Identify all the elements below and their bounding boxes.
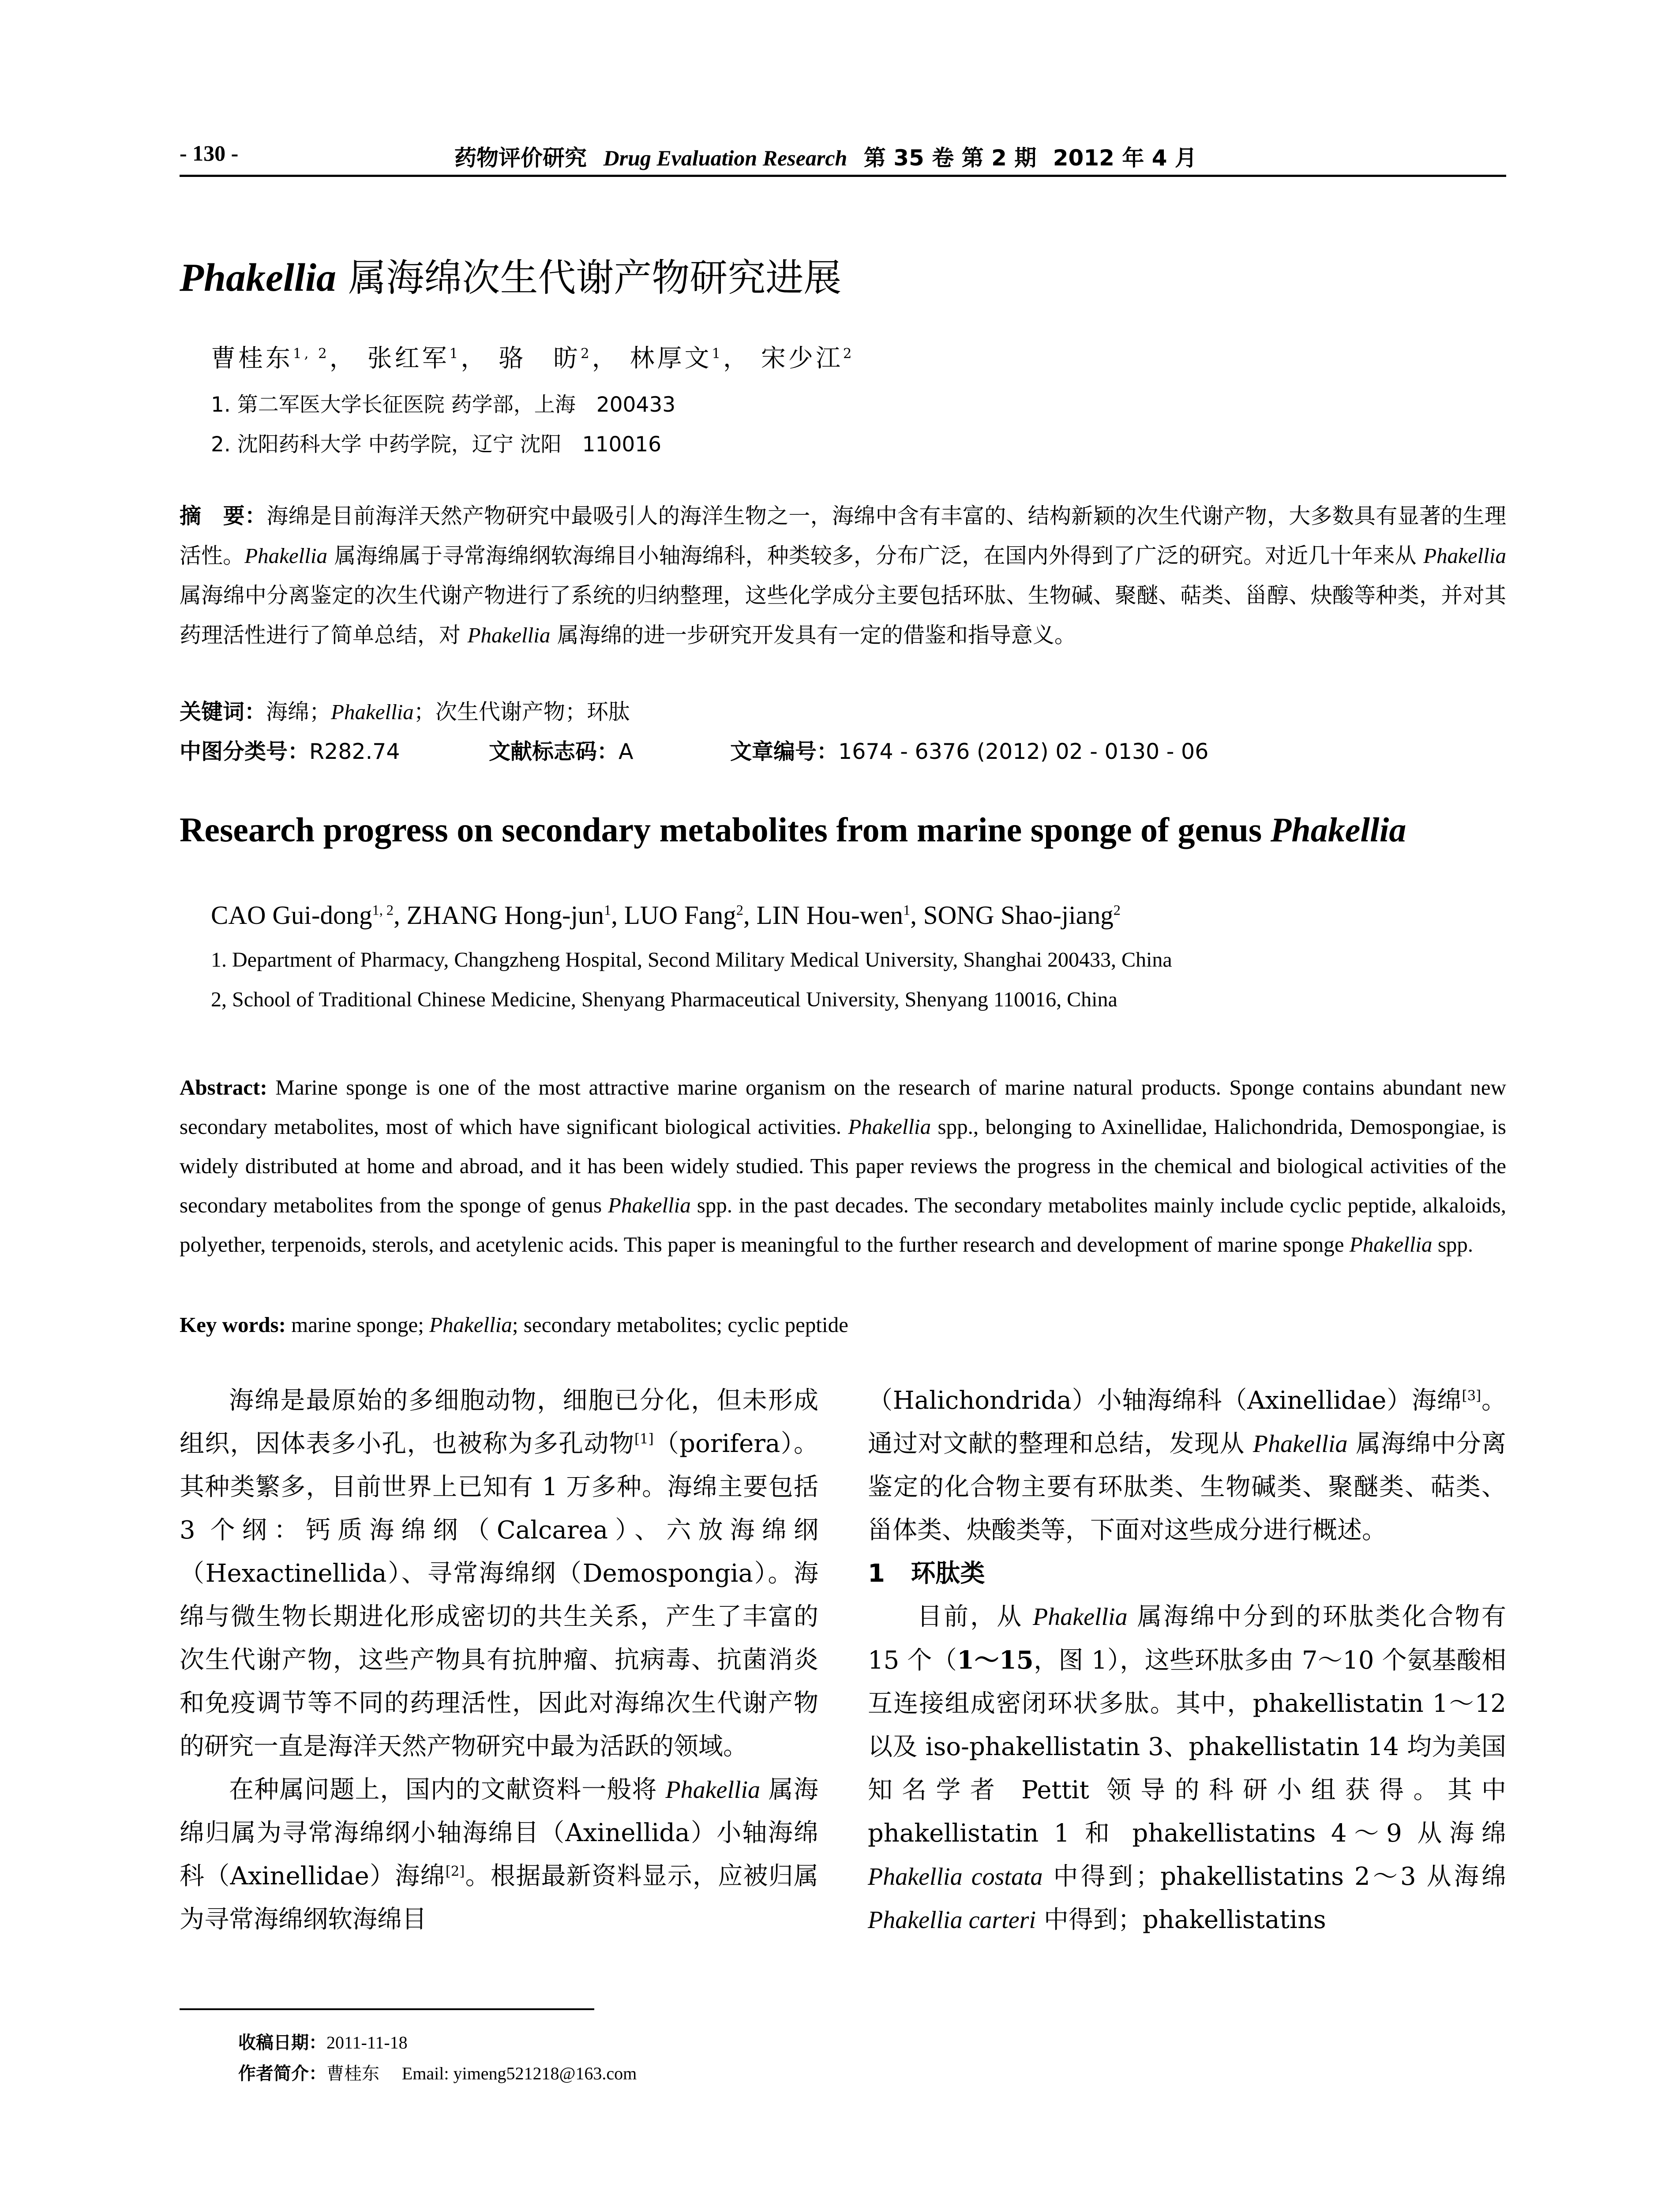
body-paragraph: 海绵是最原始的多细胞动物，细胞已分化，但未形成组织，因体表多小孔，也被称为多孔动物[1]（porifera）。其种类繁多，目前世界上已知有 1 万多种。海绵主要包括 3 个纲：钙质海绵纲（Calcarea）、六放海绵纲（Hexactinellida）、寻常海绵纲（Demospongia）。海绵与微生物长期进化形成密切的共生关系，产生了丰富的次生代谢产物，这些产物具有抗肿瘤、抗病毒、抗菌消炎和免疫调节等不同的药理活性，因此对海绵次生代谢产物的研究一直是海洋天然产物研究中最为活跃的领域。	[180, 1386, 819, 1761]
journal-name-cn: 药物评价研究	[454, 145, 587, 171]
abstract-en: Abstract: Marine sponge is one of the most attractive marine organism on the research of marine natural products. Sponge contains abundant new secondary metabolites, most of which have significant biological activities. Phakellia spp., belonging to Axinellidae, Halichondrida, Demospongiae, is widely distributed at home and abroad, and it has been widely studied. This paper reviews the progress in the chemical and biological activities of the secondary metabolites from the sponge of genus Phakellia spp. in the past decades. The secondary metabolites mainly include cyclic peptide, alkaloids, polyether, terpenoids, sterols, and acetylenic acids. This paper is meaningful to the further research and development of marine sponge Phakellia spp.	[180, 1075, 1506, 1257]
body-paragraph: 在种属问题上，国内的文献资料一般将 Phakellia 属海绵归属为寻常海绵纲小轴海绵目（Axinellida）小轴海绵科（Axinellidae）海绵[2]。根据最新资料显示，应被归属为寻常海绵纲软海绵目	[180, 1775, 819, 1934]
author-en: CAO Gui-dong$^{1, 2}$	[211, 900, 394, 930]
body-left-column	[180, 1379, 818, 1941]
author-en: LUO Fang$^2$	[624, 900, 743, 930]
title-cn-genus: Phakellia	[180, 256, 336, 300]
author-cn: 林厚文$^1$	[630, 344, 724, 373]
author-cn: 宋少江$^2$	[761, 344, 855, 373]
abstract-cn: 摘 要：海绵是目前海洋天然产物研究中最吸引人的海洋生物之一，海绵中含有丰富的、结构新颖的次生代谢产物，大多数具有显著的生理活性。Phakellia 属海绵属于寻常海绵纲软海绵目小轴海绵科，种类较多，分布广泛，在国内外得到了广泛的研究。对近几十年来从 Phakellia 属海绵中分离鉴定的次生代谢产物进行了系统的归纳整理，这些化学成分主要包括环肽、生物碱、聚醚、萜类、甾醇、炔酸等种类，并对其药理活性进行了简单总结，对 Phakellia 属海绵的进一步研究开发具有一定的借鉴和指导意义。	[180, 503, 1506, 648]
abstract-en-label: Abstract:	[180, 1075, 267, 1099]
title-en: Research progress on secondary metabolites from marine sponge of genus Phakellia	[180, 810, 1406, 849]
title-cn	[180, 247, 841, 302]
journal-name-en: Drug Evaluation Research	[603, 146, 848, 170]
affiliation-cn-1: 1. 第二军医大学长征医院 药学部，上海 200433	[211, 393, 676, 417]
body-paragraph: 目前，从 Phakellia 属海绵中分到的环肽类化合物有 15 个（1～15，图 1），这些环肽多由 7～10 个氨基酸相互连接组成密闭环状多肽。其中，phakellistatin 1～12 以及 iso-phakellistatin 3、phakellistatin 14 均为美国知名学者 Pettit 领导的科研小组获得。其中 phakellistatin 1 和 phakellistatins 4～9 从海绵 Phakellia costata 中得到；phakellistatins 2～3 从海绵 Phakellia carteri 中得到；phakellistatins	[868, 1602, 1507, 1934]
abstract-cn-label: 摘 要：	[180, 503, 267, 529]
author-cn: 曹桂东$^{1, 2}$	[211, 344, 330, 373]
affiliation-cn-2: 2. 沈阳药科大学 中药学院，辽宁 沈阳 110016	[211, 432, 662, 457]
keywords-cn: 关键词：海绵；Phakellia；次生代谢产物；环肽	[180, 699, 630, 724]
page-number: - 130 -	[180, 141, 239, 165]
authors-en: CAO Gui-dong$^{1, 2}$, ZHANG Hong-jun$^1$, LUO Fang$^2$, LIN Hou-wen$^1$, SONG Shao-jiang$^2$	[211, 900, 1121, 930]
author-email: Email: yimeng521218@163.com	[401, 2063, 637, 2083]
author-en: ZHANG Hong-jun$^1$	[406, 900, 611, 930]
footnote-received: 收稿日期：2011-11-18	[238, 2033, 408, 2053]
section-heading: 1 环肽类	[868, 1559, 985, 1588]
body-right-column	[868, 1379, 1506, 1942]
header-rule	[180, 175, 1506, 177]
affiliation-en-1: 1. Department of Pharmacy, Changzheng Hospital, Second Military Medical University, Shanghai 200433, China	[211, 948, 1172, 972]
title-cn-rest: 属海绵次生代谢产物研究进展	[336, 256, 842, 300]
affiliation-en-2: 2, School of Traditional Chinese Medicine, Shenyang Pharmaceutical University, Shenyang 110016, China	[211, 988, 1118, 1011]
author-en: LIN Hou-wen$^1$	[756, 900, 911, 930]
footnote-rule	[180, 2008, 594, 2010]
journal-header	[454, 140, 1197, 172]
classification-doc: 文献标志码：A	[489, 739, 634, 764]
keywords-en: Key words: marine sponge; Phakellia; secondary metabolites; cyclic peptide	[180, 1313, 848, 1337]
author-cn: 张红军$^1$	[367, 344, 461, 373]
journal-issue: 第 35 卷 第 2 期	[863, 145, 1037, 171]
body-paragraph: （Halichondrida）小轴海绵科（Axinellidae）海绵[3]。通过对文献的整理和总结，发现从 Phakellia 属海绵中分离鉴定的化合物主要有环肽类、生物碱类、聚醚类、萜类、甾体类、炔酸类等，下面对这些成分进行概述。	[868, 1386, 1506, 1545]
classification-clc: 中图分类号：R282.74	[180, 739, 400, 764]
footnote-author: 作者简介：曹桂东 Email: yimeng521218@163.com	[238, 2063, 637, 2084]
authors-cn: 曹桂东$^{1, 2}$， 张红军$^1$， 骆 昉$^2$， 林厚文$^1$， 宋少江$^2$	[211, 344, 855, 373]
author-en: SONG Shao-jiang$^2$	[923, 900, 1121, 930]
journal-date: 2012 年 4 月	[1053, 145, 1197, 171]
classification-article: 文章编号：1674 - 6376 (2012) 02 - 0130 - 06	[730, 739, 1209, 764]
author-cn: 骆 昉$^2$	[499, 344, 592, 373]
